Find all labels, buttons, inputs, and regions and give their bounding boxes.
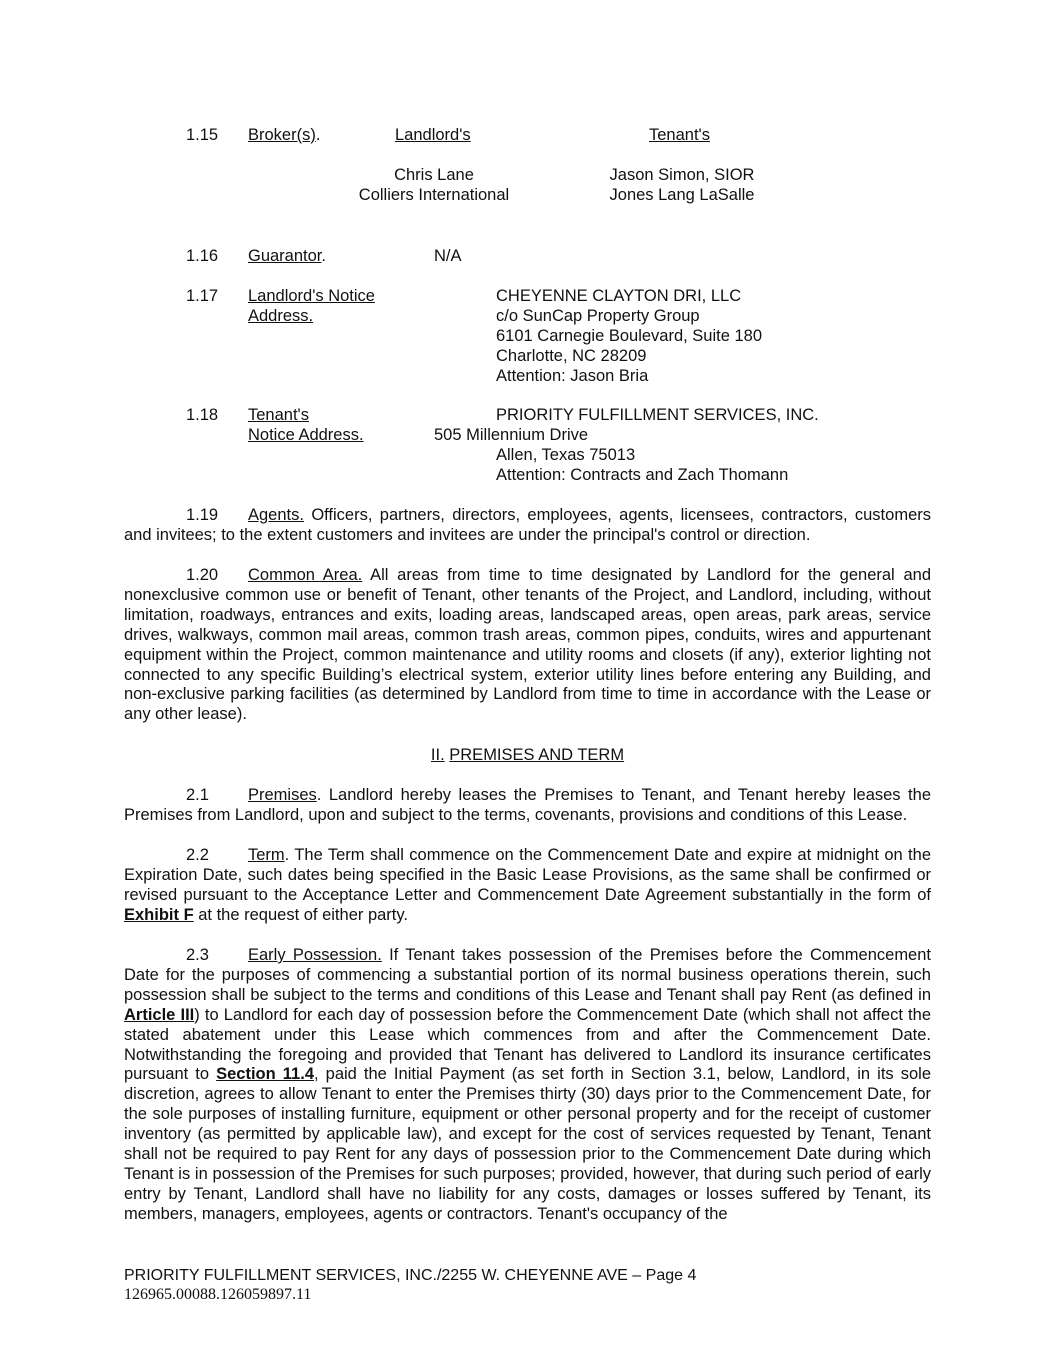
tenant-notice-label-line2: Notice Address. <box>248 426 364 444</box>
tenant-notice-address-line1: PRIORITY FULFILLMENT SERVICES, INC. <box>496 406 819 424</box>
section-2-1-number: 2.1 <box>186 786 209 804</box>
section-1-19-number: 1.19 <box>186 506 219 524</box>
section-2-2-text-b: at the request of either party. <box>193 905 408 924</box>
section-2-3 <box>124 946 931 1225</box>
section-2-3-number: 2.3 <box>186 946 209 964</box>
tenant-notice-label-line1: Tenant's <box>248 406 309 424</box>
exhibit-f-reference: Exhibit F <box>124 905 194 924</box>
section-1-19 <box>124 506 931 546</box>
section-2-2-text-a: . The Term shall commence on the Commencement Date and expire at midnight on the Expiration Date, such dates being specified in the Basic Lease Provisions, as the same shall be confirmed or revised pursuant to the Acceptance Letter and Commencement Date Agreement substantially in the form of <box>124 846 931 904</box>
section-1-20-number: 1.20 <box>186 566 219 584</box>
landlord-broker-company: Colliers International <box>358 186 510 204</box>
section-2-2-title: Term <box>248 846 285 864</box>
section-11-4-reference: Section 11.4 <box>216 1065 314 1084</box>
brokers-label: Broker(s) <box>248 126 316 144</box>
landlord-notice-address-line1: CHEYENNE CLAYTON DRI, LLC <box>496 287 742 305</box>
landlord-notice-label-line2: Address. <box>248 307 314 325</box>
section-1-18-number: 1.18 <box>186 406 219 424</box>
article-ii-heading <box>124 745 931 765</box>
landlord-notice-address-line3: 6101 Carnegie Boulevard, Suite 180 <box>496 327 763 345</box>
article-ii-roman: II. <box>430 746 445 764</box>
section-1-15-title <box>248 125 320 145</box>
brokers-dot: . <box>315 126 321 144</box>
section-1-15-number: 1.15 <box>186 126 219 144</box>
article-iii-reference: Article III <box>124 1005 195 1024</box>
section-1-20 <box>124 566 931 725</box>
landlord-notice-address-line4: Charlotte, NC 28209 <box>496 347 647 365</box>
footer-title: PRIORITY FULFILLMENT SERVICES, INC./2255 W. CHEYENNE AVE – Page 4 <box>124 1267 697 1284</box>
section-2-3-text-c: , paid the Initial Payment (as set forth in Section 3.1, below, Landlord, in its sole discretion, agrees to allow Tenant to enter the Premises thirty (30) days prior to the Commencement Date, for the sole purposes of installing furniture, equipment or other personal property and for the receipt of customer inventory (as permitted by applicable law), and except for the cost of services requested by Tenant, Tenant shall not be required to pay Rent for any days of possession prior to the Commencement Date during which Tenant is in possession of the Premises for such purposes; provided, however, that during such period of early entry by Tenant, Landlord shall have no liability for any costs, damages or losses suffered by Tenant, its members, managers, employees, agents or contractors. Tenant's occupancy of the <box>124 1065 931 1223</box>
section-2-1-title: Premises <box>248 786 317 804</box>
landlord-broker-name: Chris Lane <box>394 166 474 184</box>
section-2-3-text-a: If Tenant takes possession of the Premises before the Commencement Date for the purposes of commencing a substantial portion of its normal business operations therein, such possession shall be subject to the terms and conditions of this Lease and Tenant shall pay Rent (as defined in <box>124 946 931 1004</box>
article-ii-title: PREMISES AND TERM <box>449 746 625 764</box>
section-1-19-title: Agents. <box>248 506 304 524</box>
section-1-20-title: Common Area. <box>248 566 363 584</box>
guarantor-dot: . <box>321 247 326 265</box>
tenant-broker-heading: Tenant's <box>649 126 710 144</box>
section-1-17-number: 1.17 <box>186 287 219 305</box>
section-1-19-text: Officers, partners, directors, employees, agents, licensees, contractors, customers and invitees; to the extent customers and invitees are under the principal's control or direction. <box>124 506 931 544</box>
footer-doc-id: 126965.00088.126059897.11 <box>124 1286 312 1303</box>
tenant-notice-address-line3: Allen, Texas 75013 <box>496 446 636 464</box>
section-1-16-number: 1.16 <box>186 247 219 265</box>
tenant-notice-address-line4: Attention: Contracts and Zach Thomann <box>496 466 789 484</box>
tenant-broker-name: Jason Simon, SIOR <box>609 166 755 184</box>
guarantor-value: N/A <box>434 247 462 265</box>
section-2-2 <box>124 846 931 926</box>
section-2-1-text: . Landlord hereby leases the Premises to Tenant, and Tenant hereby leases the Premises from Landlord, upon and subject to the terms, covenants, provisions and conditions of this Lease. <box>124 786 931 824</box>
section-2-2-number: 2.2 <box>186 846 209 864</box>
landlord-notice-address-line5: Attention: Jason Bria <box>496 367 649 385</box>
section-2-3-title: Early Possession. <box>248 946 382 964</box>
landlord-notice-address-line2: c/o SunCap Property Group <box>496 307 700 325</box>
guarantor-label: Guarantor <box>248 247 322 265</box>
section-1-20-text: All areas from time to time designated by Landlord for the general and nonexclusive common use or benefit of Tenant, other tenants of the Project, and Landlord, including, without limitation, roadways, entrances and exits, loading areas, landscaped areas, open areas, park areas, service drives, walkways, common mail areas, common trash areas, common pipes, conduits, wires and appurtenant equipment within the Project, common maintenance and utility rooms and closets (if any), exterior lighting not connected to any specific Building’s electrical system, exterior utility lines before entering any Building, and non-exclusive parking facilities (as determined by Landlord from time to time in accordance with the Lease or any other lease). <box>124 566 931 724</box>
landlord-broker-heading: Landlord's <box>395 126 471 144</box>
section-1-16-title <box>248 246 326 266</box>
tenant-notice-address-line2: 505 Millennium Drive <box>434 426 589 444</box>
section-2-3-text-b: ) to Landlord for each day of possession before the Commencement Date (which shall not affect the stated abatement under this Lease which commences from and after the Commencement Date. Notwithstanding the foregoing and provided that Tenant has delivered to Landlord its insurance certificates pursuant to <box>124 1005 931 1084</box>
tenant-broker-company: Jones Lang LaSalle <box>609 186 755 204</box>
landlord-notice-label-line1: Landlord's Notice <box>248 287 375 305</box>
section-2-1 <box>124 786 931 826</box>
